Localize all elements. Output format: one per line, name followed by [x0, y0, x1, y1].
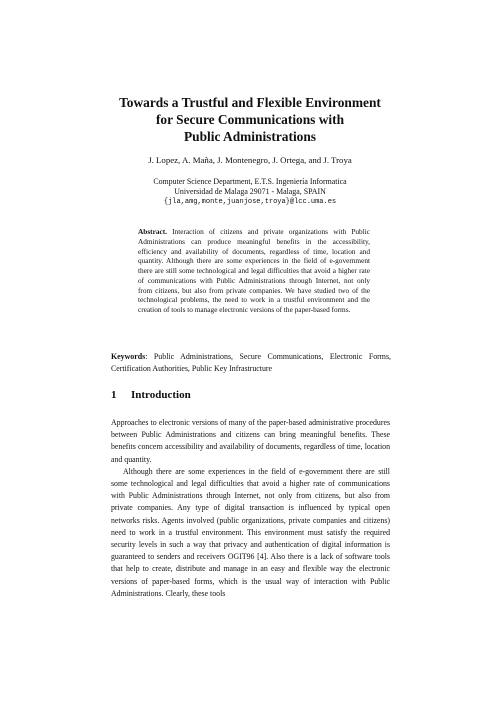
abstract: [138, 227, 370, 315]
section-body: [111, 417, 390, 600]
abstract-label: Abstract.: [138, 227, 167, 236]
section-number: 1: [111, 389, 117, 401]
paper-title: [80, 94, 420, 145]
section-title: Introduction: [131, 389, 191, 401]
title-line: Towards a Trustful and Flexible Environment: [119, 95, 381, 110]
author-emails: {jla,amg,monte,juanjose,troya}@lcc.uma.es: [163, 198, 337, 206]
body-paragraph: Approaches to electronic versions of many of the paper-based administrative procedures between Public Administrations and citizens can bring meaningful benefits. These benefits concern accessibility and availability of documents, regardless of time, location and quantity.: [111, 418, 390, 464]
section-heading: [111, 389, 191, 401]
body-paragraph: Although there are some experiences in the field of e-government there are still some technological and legal difficulties that avoid a higher rate of communications with Public Administrations through Internet, not only from citizens, but also from private companies. Any type of digital transaction is influenced by typical open networks risks. Agents involved (public organizations, private companies and citizens) need to work in a trustful environment. This environment must satisfy the required security levels in such a way that privacy and authentication of digital information is guaranteed to senders and receivers OGIT96 [4]. Also there is a lack of software tools that help to create, distribute and manage in an easy and flexible way the electronic versions of paper-based forms, which is the usual way of interaction with Public Administrations. Clearly, these tools: [111, 466, 390, 598]
title-line: for Secure Communications with: [155, 112, 345, 127]
keywords-label: Keywords: [111, 352, 146, 361]
abstract-text: Interaction of citizens and private organizations with Public Administrations can produce meaningful benefits in the accessibility, efficiency and availability of documents, regardless of time, location and quantity. Although there are some experiences in the field of e-government there are still some technological and legal difficulties that avoid a higher rate of communications with Public Administrations through Internet, not only from citizens, but also from private companies. We have studied two of the technological problems, the need to work in a trustful environment and the creation of tools to manage electronic versions of the paper-based forms.: [138, 227, 370, 314]
affiliation-department: Computer Science Department, E.T.S. Ingeniería Informatica: [153, 177, 347, 186]
affiliation: [80, 177, 420, 207]
title-line: Public Administrations: [183, 129, 317, 144]
keywords-text: : Public Administrations, Secure Communications, Electronic Forms, Certification Authorities, Public Key Infrastructure: [111, 352, 391, 373]
affiliation-university: Universidad de Malaga 29071 - Malaga, SPAIN: [174, 187, 326, 196]
author-list: J. Lopez, A. Maña, J. Montenegro, J. Ortega, and J. Troya: [148, 155, 352, 165]
keywords: [111, 351, 391, 375]
